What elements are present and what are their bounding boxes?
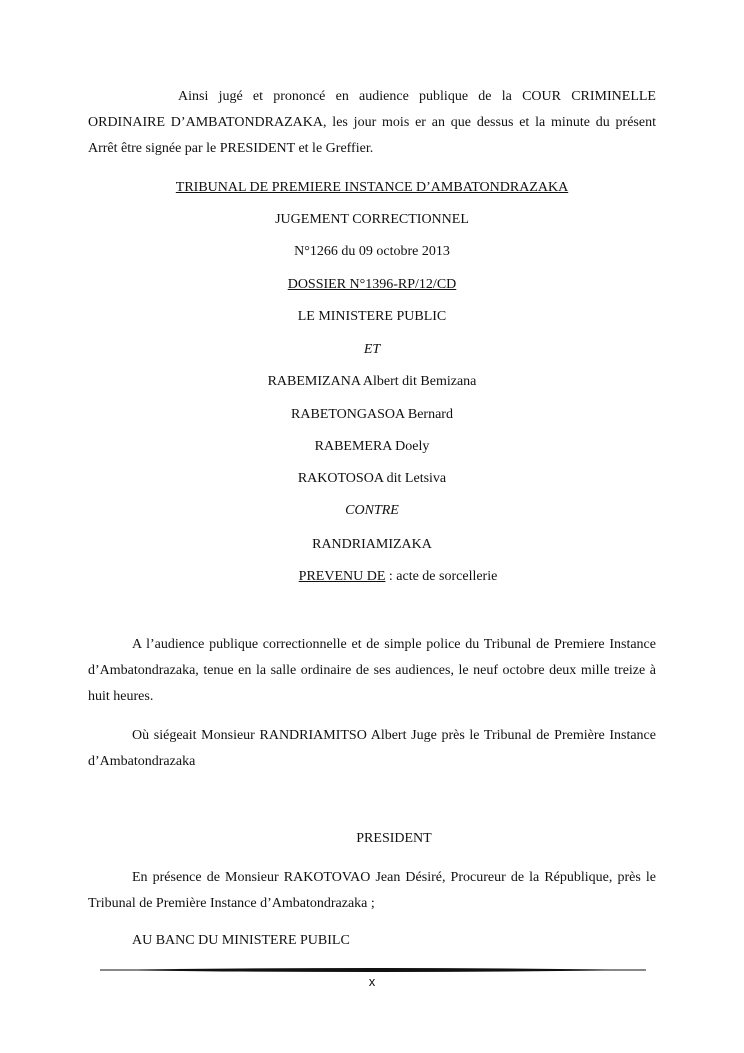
judgment-number: N°1266 du 09 octobre 2013 xyxy=(294,244,450,259)
tribunal-heading: TRIBUNAL DE PREMIERE INSTANCE D’AMBATONDRAZAKA xyxy=(175,180,569,195)
party-3: RABEMERA Doely xyxy=(314,439,430,454)
page-number: x xyxy=(368,974,376,989)
president-label: PRESIDENT xyxy=(356,831,432,846)
contre-connector: CONTRE xyxy=(345,503,399,518)
judge-paragraph: Où siégeait Monsieur RANDRIAMITSO Albert Juge près le Tribunal de Première Instance d’Ambatondrazaka xyxy=(88,728,656,769)
audience-paragraph: A l’audience publique correctionnelle et de simple police du Tribunal de Premiere Instance d’Ambatondrazaka, tenue en la salle ordinaire de ses audiences, le neuf octobre deux mille treize à huit heures. xyxy=(88,637,656,704)
ministere-bench-line: AU BANC DU MINISTERE PUBILC xyxy=(132,933,350,948)
defendant-name: RANDRIAMIZAKA xyxy=(312,537,432,552)
footer-rule xyxy=(100,966,646,974)
dossier-number: DOSSIER N°1396-RP/12/CD xyxy=(287,277,457,292)
ministere-public: LE MINISTERE PUBLIC xyxy=(297,309,447,324)
prevenu-line xyxy=(114,567,682,587)
et-connector: ET xyxy=(363,342,381,357)
party-2: RABETONGASOA Bernard xyxy=(291,407,453,422)
party-1: RABEMIZANA Albert dit Bemizana xyxy=(267,374,477,389)
procureur-paragraph: En présence de Monsieur RAKOTOVAO Jean Désiré, Procureur de la République, près le Tribunal de Première Instance d’Ambatondrazaka ; xyxy=(88,870,656,911)
prevenu-charge: : acte de sorcellerie xyxy=(385,569,498,584)
judgment-type: JUGEMENT CORRECTIONNEL xyxy=(275,212,469,227)
party-4: RAKOTOSOA dit Letsiva xyxy=(297,471,447,486)
closing-paragraph: Ainsi jugé et prononcé en audience publique de la COUR CRIMINELLE ORDINAIRE D’AMBATONDRAZAKA, les jour mois er an que dessus et la minute du présent Arrêt être signée par le PRESIDENT et le Greffier. xyxy=(88,89,656,156)
prevenu-label: PREVENU DE xyxy=(298,569,386,584)
